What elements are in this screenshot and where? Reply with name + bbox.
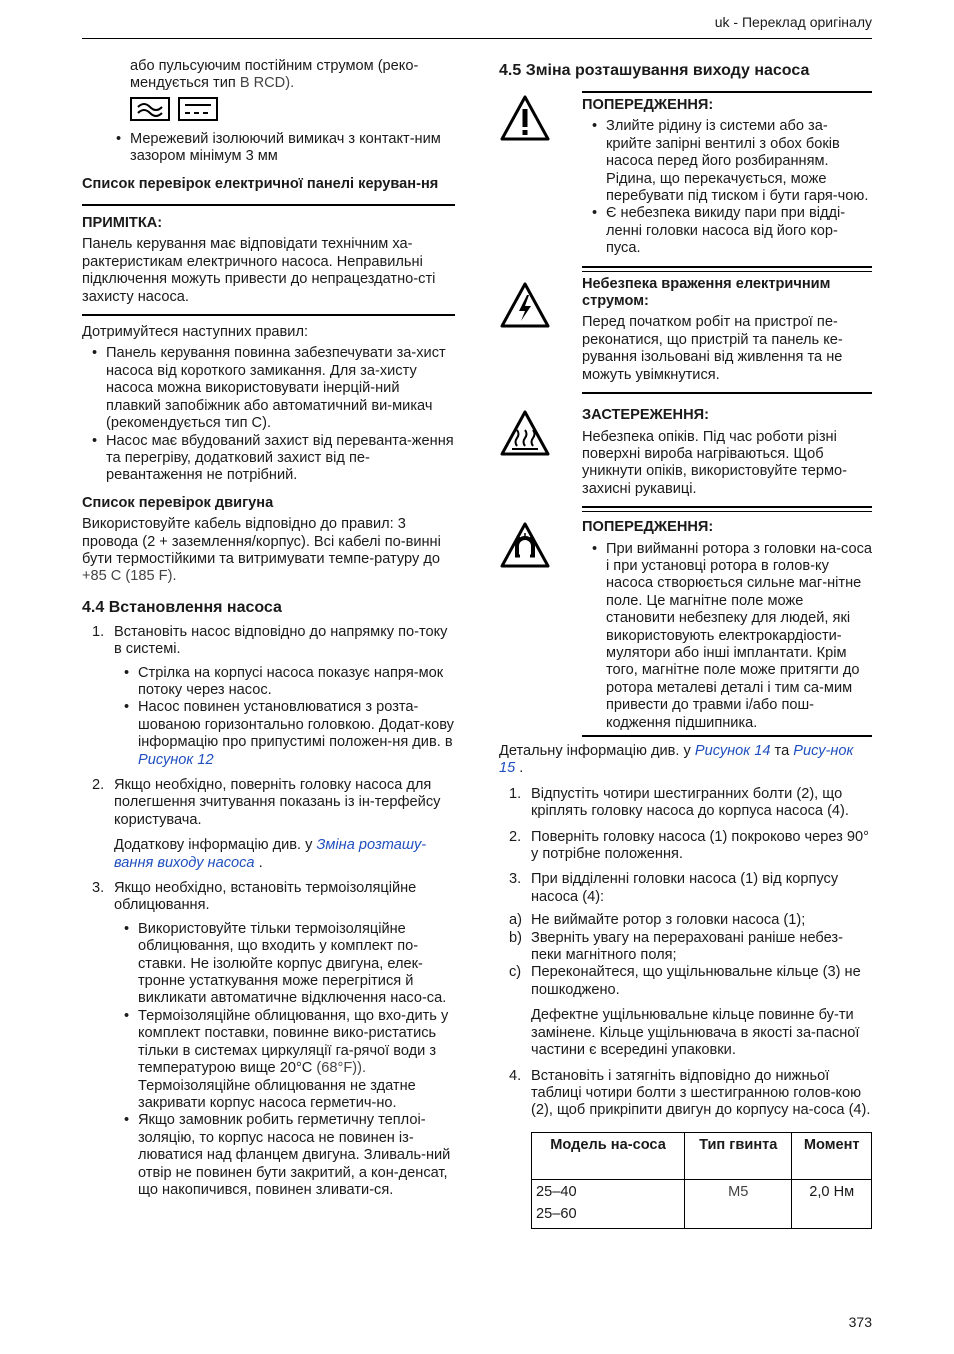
cell-torque: 2,0 Нм (792, 1179, 872, 1228)
running-header: uk - Переклад оригіналу (714, 14, 872, 30)
install-step-1: 1. Встановіть насос відповідно до напрямку по-току в системі. (92, 623, 448, 658)
step-3-a: a) Не виймайте ротор з головки насоса (1); (509, 912, 806, 929)
warning-block-2 (499, 266, 872, 384)
section-4-5-title: 4.5 Зміна розташування виходу насоса (499, 62, 810, 79)
rules-list (82, 345, 455, 484)
right-column (499, 58, 872, 1229)
warning-4-list (582, 541, 872, 732)
list-item: • Використовуйте тільки термоізоляційне облицювання, що входить у комплект по-ставки. Не ізолюйте корпус двигуна, елек-тронне устаткування може перегрітися й викликати автоматичне відключення насо-са. (114, 921, 455, 1008)
step-2-reference: Додаткову інформацію див. у Зміна розташу-вання виходу насоса . (114, 837, 427, 871)
warning-triangle-icon (499, 93, 551, 145)
list-item: • Якщо замовник робить герметичну теплоі-золяцію, то корпус насоса не повинен із-люватися над фланцем двигуна. Зливаль-ний отвір не повинен бути закритий, а кон-денсат, що накопичився, повинен зливати-ся. (114, 1112, 455, 1199)
warning-2-title: Небезпека враження електричним струмом: (582, 275, 831, 310)
rules-intro: Дотримуйтеся наступних правил: (82, 324, 309, 341)
header-screw: Тип гвинта (685, 1132, 792, 1179)
figure-12-link[interactable]: Рисунок 12 (138, 751, 214, 768)
cell-screw: M5 (685, 1179, 792, 1228)
dc-symbol-icon (178, 97, 218, 121)
list-item: • При вийманні ротора з головки на-соса і при установці ротора в голов-ку насоса створюється сильне маг-нітне поле. Це магнітне поле може становити небезпеку для людей, які використовують електрокардіости-мулятори або інші імплантати. Крім того, магнітне поле може притягти до ротора металеві деталі і тим са-мим привести до травми і/або пош-кодження підшипника. (582, 541, 872, 732)
list-item: • Злийте рідину із системи або за-крийте запірні вентилі з обох боків насоса перед його розбиранням. Рідина, що перекачується, може перебувати під тиском і бути гаря-чою. (582, 118, 872, 205)
list-item: • Панель керування повинна забезпечувати за-хист насоса від короткого замикання. Для за-хисту насоса можна використовувати інерцій-ний плавкий запобіжник або автоматичний ви-микач (рекомендується тип C). (82, 345, 455, 432)
header-rule (82, 38, 872, 39)
step-3-c: c) Переконайтеся, що ущільнювальне кільце (3) не пошкоджено. (509, 964, 861, 998)
ac-pulse-symbol-icon (130, 97, 170, 121)
warning-4-rule-bottom (582, 735, 872, 737)
warning-4-rule (582, 506, 872, 508)
table-row (532, 1179, 872, 1228)
magnetic-field-icon (499, 520, 551, 572)
figure-15-link[interactable]: Рису-нок 15 (499, 743, 854, 777)
list-item: • Термоізоляційне облицювання, що вхо-дить у комплект поставки, повинне вико-ристатись тільки в системах циркуляції га-рячої води з температурою вище 20°C (68°F)). Термоізоляційне облицювання не здатне закривати корпус насоса герметич-но. (114, 1008, 455, 1112)
section-4-5-link[interactable]: Зміна розташу-вання виходу насоса (114, 837, 427, 871)
warning-4-title: ПОПЕРЕДЖЕННЯ: (582, 519, 714, 536)
detail-reference: Детальну інформацію див. у Рисунок 14 та Рису-нок 15 . (499, 743, 854, 777)
left-column (82, 58, 455, 1199)
table-header-row (532, 1132, 872, 1179)
warning-4-rule-thin (582, 511, 872, 512)
seal-ring-note: Дефектне ущільнювальне кільце повинне бу-ти замінене. Кільце ущільнювача в якості за-пасної частини є всередині упаковки. (531, 1007, 860, 1059)
rotate-step-2: 2. Поверніть головку насоса (1) покроково через 90° у потрібне положення. (509, 828, 869, 863)
warning-2-rule-thin (582, 271, 872, 272)
hot-surface-icon (499, 408, 551, 460)
rotate-step-4: 4. Встановіть і затягніть відповідно до нижньої таблиці чотири болти з шестигранною голов-кою (2), щоб прикріпити двигун до корпусу на-соса (4). (509, 1067, 871, 1119)
torque-table (531, 1132, 872, 1229)
warning-block-3 (499, 392, 872, 498)
electric-shock-icon (499, 280, 551, 332)
rcd-symbols (130, 97, 455, 127)
warning-2-rule (582, 266, 872, 268)
warning-2-text: Перед початком робіт на пристрої пе-реконатися, що пристрій та панель ке-рування ізольовані від живлення та не можуть увімкнутися. (582, 314, 843, 383)
switch-list (106, 131, 455, 166)
warning-3-text: Небезпека опіків. Під час роботи різні поверхні вироба нагріваються. Щоб уникнути опіків, використовуйте термо-захисні рукавиці. (582, 428, 847, 497)
warning-3-title: ЗАСТЕРЕЖЕННЯ: (582, 407, 709, 424)
pulse-current-text: або пульсуючим постійним струмом (реко-мендується тип B RCD). (130, 58, 419, 92)
warning-1-title: ПОПЕРЕДЖЕННЯ: (582, 97, 714, 113)
motor-check-text: Використовуйте кабель відповідно до правил: 3 провода (2 + заземлення/корпус). Всі кабелі по-винні бути термостійкими та витримувати темпе-ратуру до +85 C (185 F). (82, 516, 441, 585)
rotate-step-3: 3. При відділенні головки насоса (1) від корпусу насоса (4): (509, 871, 839, 905)
figure-14-link[interactable]: Рисунок 14 (694, 743, 771, 759)
warning-block-1 (499, 91, 872, 258)
warning-1-rule (582, 91, 872, 93)
section-4-4-title: 4.4 Встановлення насоса (82, 598, 282, 616)
panel-check-title: Список перевірок електричної панелі керуван-ня (82, 175, 439, 192)
list-item: • Стрілка на корпусі насоса показує напря-мок потоку через насос. (114, 665, 455, 700)
motor-check-title: Список перевірок двигуна (82, 494, 274, 511)
page-number: 373 (848, 1314, 872, 1330)
cell-model: 25–40 25–60 (532, 1179, 685, 1228)
header-torque: Момент (792, 1132, 872, 1179)
step-1-list (114, 665, 455, 769)
install-step-3: 3. Якщо необхідно, встановіть термоізоляційне облицювання. (92, 880, 417, 914)
list-item: • Мережевий ізолюючий вимикач з контакт-ним зазором мінімум 3 мм (106, 131, 455, 166)
rotate-step-1: 1. Відпустіть чотири шестигранних болти (2), що кріплять головку насоса до корпуса насоса (4). (509, 785, 849, 820)
list-item: • Насос має вбудований захист від переванта-ження та перегріву, додатковий захист від пе-ревантаження не потрібний. (82, 433, 455, 485)
note-title: ПРИМІТКА: (82, 215, 163, 232)
warning-block-4 (499, 506, 872, 737)
warning-1-list (582, 118, 872, 257)
list-item: • Є небезпека викиду пари при відді-ленні головки насоса від його кор-пуса. (582, 205, 872, 257)
step-3-list (114, 921, 455, 1200)
header-model: Модель на-соса (532, 1132, 685, 1179)
warning-3-rule (582, 392, 872, 394)
note-rule-top (82, 204, 455, 206)
list-item: • Насос повинен установлюватися з розта-шованою горизонтально головкою. Додат-кову інформацію про припустимі положен-ня див. в Рисунок 12 (114, 699, 455, 769)
install-step-2: 2. Якщо необхідно, поверніть головку насоса для полегшення зчитування показань із ін-терфейсу користувача. (92, 777, 441, 828)
step-3-b: b) Зверніть увагу на перераховані раніше небез-пеки магнітного поля; (509, 929, 843, 964)
note-text: Панель керування має відповідати технічним ха-рактеристикам електричного насоса. Неправильні підключення можуть привести до непрацездатно-сті захисту насоса. (82, 236, 436, 305)
note-rule-bottom (82, 314, 455, 316)
